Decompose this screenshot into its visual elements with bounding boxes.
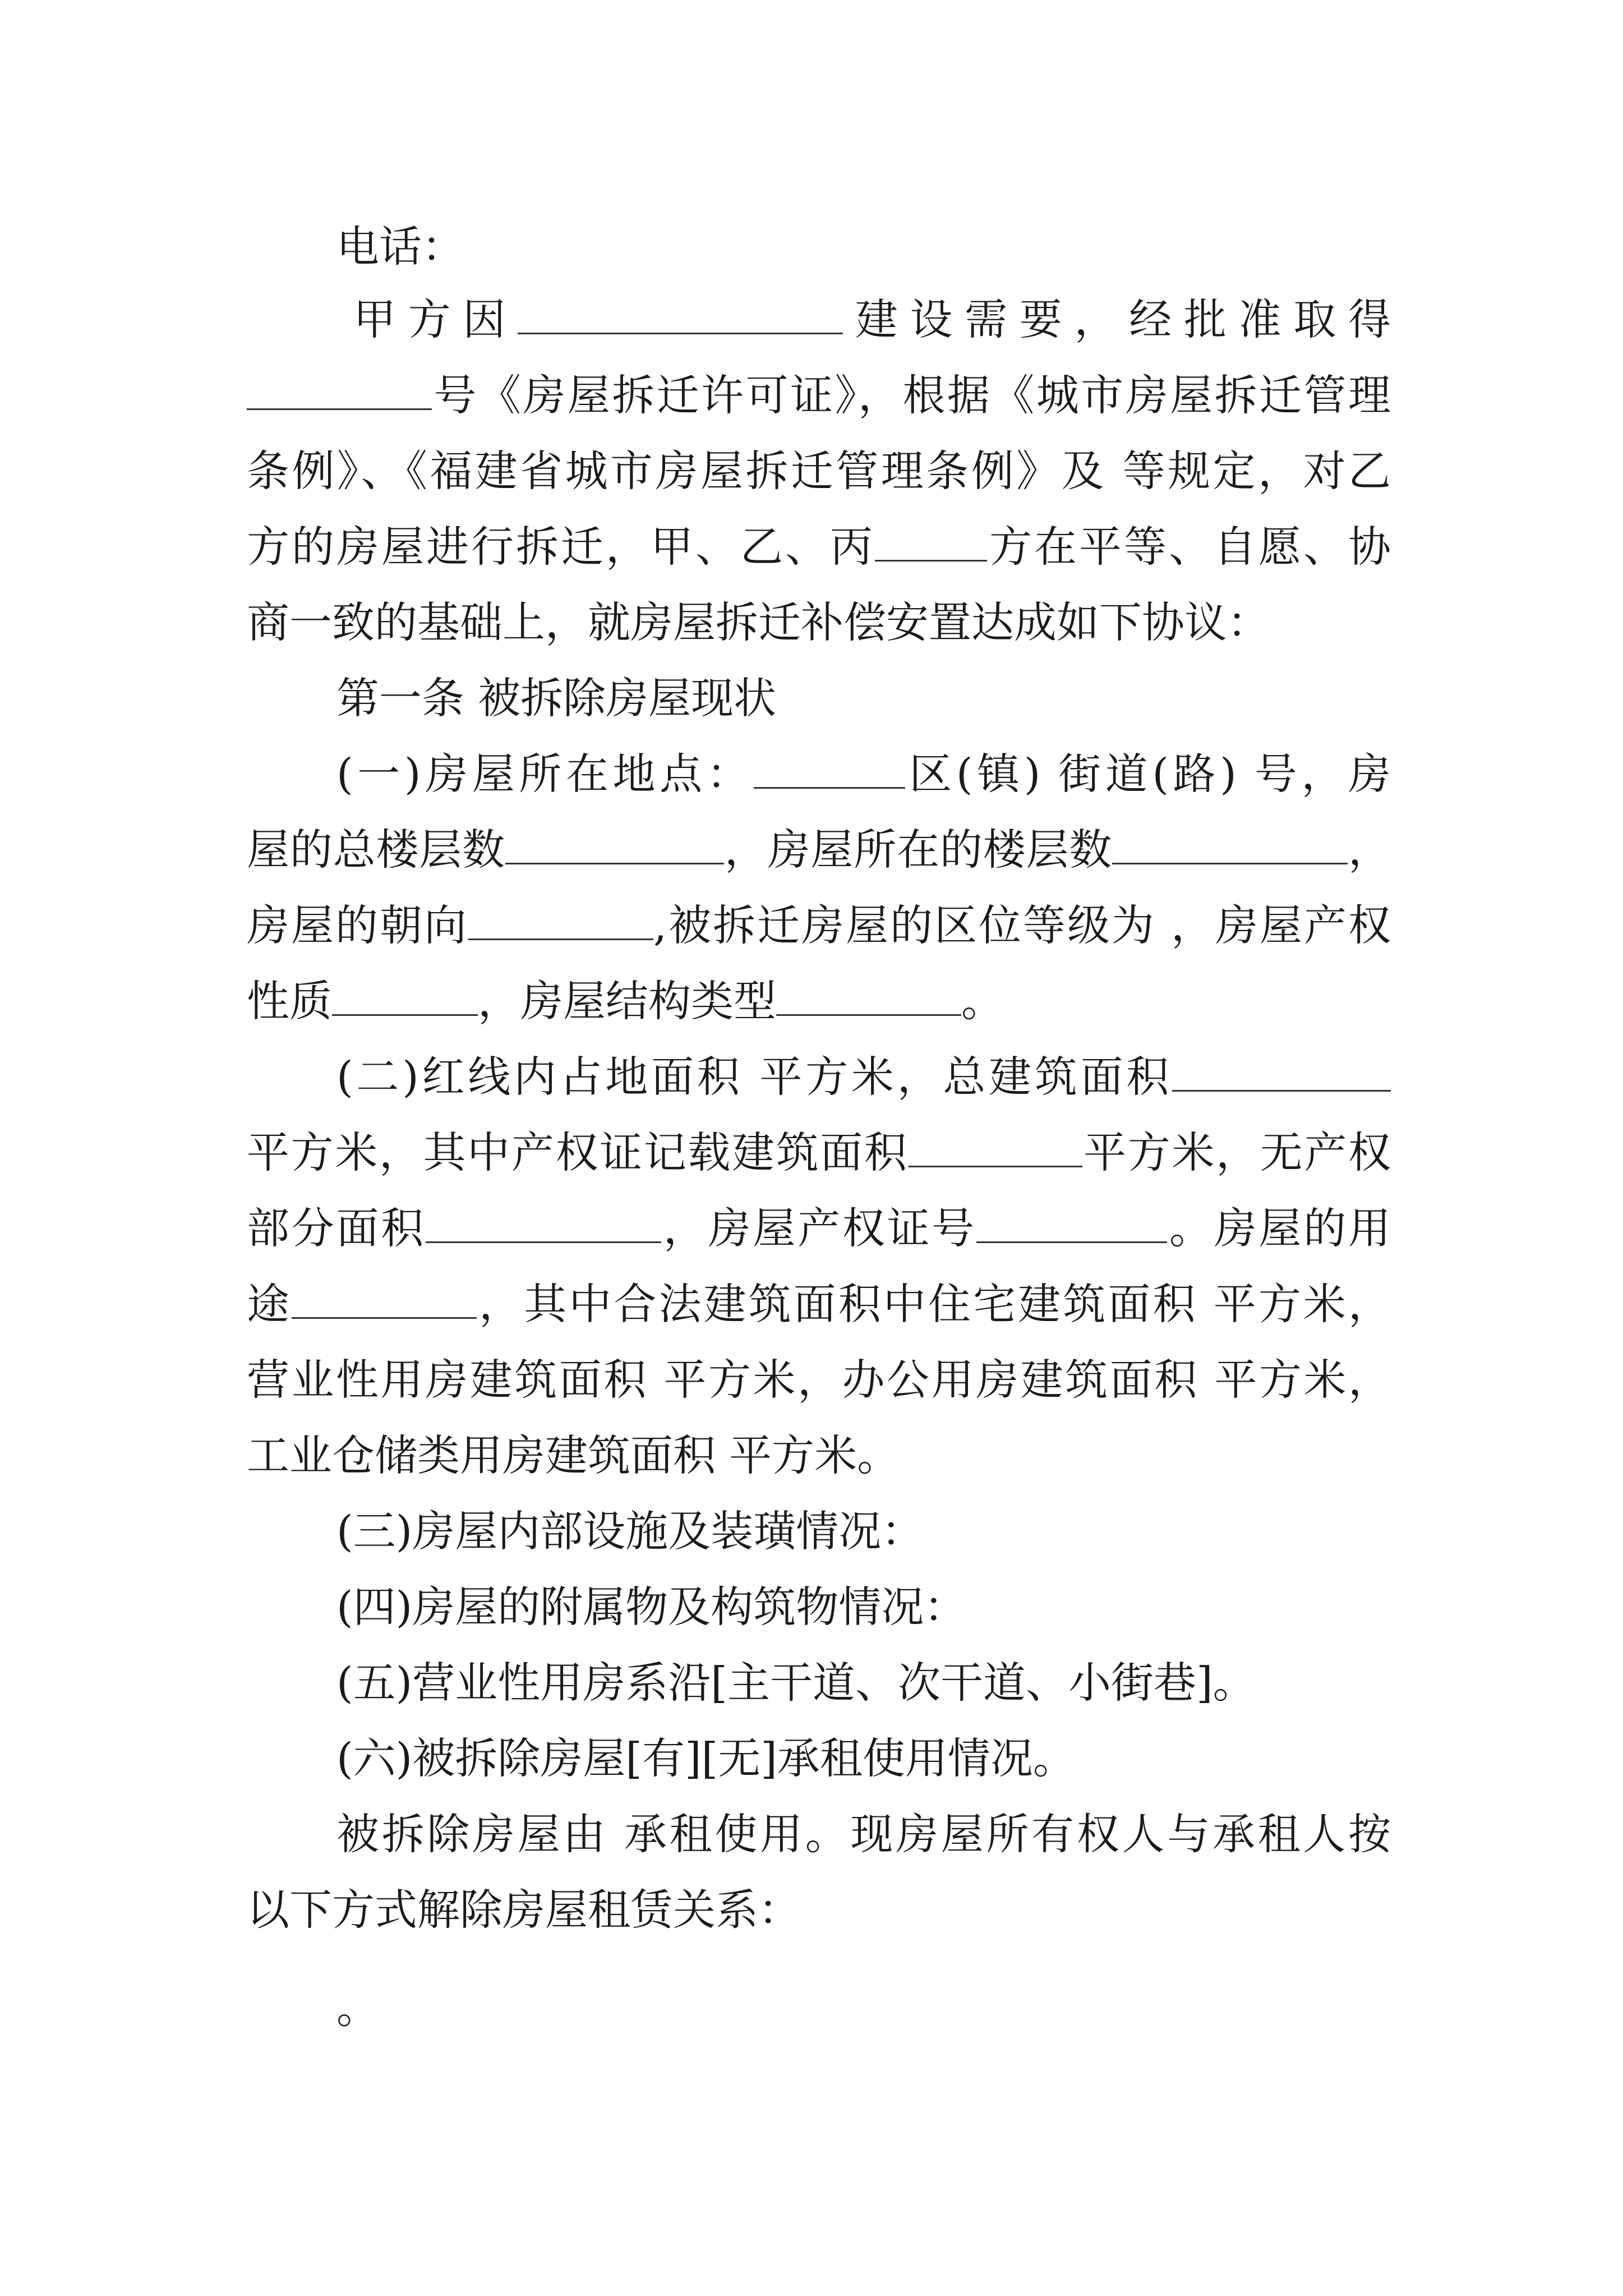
paragraph-line — [336, 1975, 1391, 2042]
phone-label: 电话： — [336, 222, 464, 272]
text-span: 营业性用房建筑面积 平方米，办公用房建筑面积 平方米， — [247, 1355, 1391, 1405]
fill-blank — [518, 298, 843, 334]
paragraph-line — [336, 1498, 1391, 1565]
paragraph-line — [353, 286, 1391, 353]
paragraph-line — [247, 589, 1391, 656]
paragraph-line — [247, 1346, 1391, 1414]
paragraph-line — [336, 1649, 1391, 1717]
text-span: 建设需要，经批准取得 — [843, 295, 1391, 344]
paragraph-line — [336, 1043, 1391, 1111]
fill-blank — [247, 374, 432, 410]
paragraph-line — [247, 362, 1391, 429]
text-span: (六)被拆除房屋[有][无]承租使用情况。 — [336, 1733, 1076, 1783]
text-span: 工业仓储类用房建筑面积 平方米。 — [247, 1430, 900, 1480]
text-span: 途 — [247, 1279, 292, 1329]
text-span: ，房屋产权证号 — [661, 1203, 977, 1253]
paragraph-line — [247, 1195, 1391, 1262]
text-span: ，其中合法建筑面积中住宅建筑面积 平方米， — [477, 1279, 1391, 1329]
paragraph-line — [336, 1573, 1391, 1641]
fill-blank — [875, 525, 987, 562]
heading-text: 第一条 被拆除房屋现状 — [336, 673, 777, 723]
paragraph-line — [336, 740, 1391, 808]
text-span: 部分面积 — [247, 1203, 426, 1253]
fill-blank — [1112, 828, 1348, 864]
text-span: 。 — [961, 976, 1004, 1026]
fill-blank — [426, 1207, 661, 1243]
fill-blank — [292, 1282, 477, 1319]
fill-blank — [754, 752, 905, 789]
fill-blank — [976, 1207, 1167, 1243]
text-span: 房屋的朝向 — [247, 900, 468, 950]
paragraph-line — [247, 1422, 1391, 1489]
fill-blank — [909, 1131, 1082, 1167]
text-span: (一)房屋所在地点： — [336, 749, 754, 799]
paragraph-line — [247, 438, 1391, 505]
text-span: 。房屋的用 — [1167, 1203, 1391, 1253]
text-span: 平方米，其中产权证记载建筑面积 — [247, 1128, 909, 1177]
paragraph-line — [247, 1271, 1391, 1338]
paragraph-line — [247, 816, 1391, 884]
paragraph-line — [247, 513, 1391, 581]
text-span: 方在平等、自愿、协 — [987, 522, 1391, 572]
paragraph-line — [247, 892, 1391, 959]
fill-blank — [468, 904, 653, 940]
text-span: (五)营业性用房系沿[主干道、次干道、小街巷]。 — [336, 1658, 1256, 1708]
text-span: ,被拆迁房屋的区位等级为 ，房屋产权 — [653, 900, 1391, 950]
text-span: 区(镇) 街道(路) 号，房 — [905, 749, 1391, 799]
fill-blank — [505, 828, 724, 864]
text-span: 方的房屋进行拆迁，甲、乙、丙 — [247, 522, 875, 572]
text-span: 商一致的基础上，就房屋拆迁补偿安置达成如下协议： — [247, 597, 1270, 647]
paragraph-line — [336, 1801, 1391, 1868]
fill-blank — [332, 979, 478, 1016]
text-span: 条例》、《福建省城市房屋拆迁管理条例》及 等规定，对乙 — [247, 446, 1391, 496]
text-span: 号《房屋拆迁许可证》，根据《城市房屋拆迁管理 — [432, 370, 1391, 420]
text-span: ，房屋结构类型 — [478, 976, 776, 1026]
phone-line — [336, 213, 1391, 280]
paragraph-line — [247, 968, 1391, 1035]
text-span: ，房屋所在的楼层数 — [723, 825, 1113, 875]
text-span: 性质 — [247, 976, 332, 1026]
text-span: 甲方因 — [353, 295, 518, 344]
paragraph-line — [247, 1119, 1391, 1186]
text-span: (三)房屋内部设施及装璜情况： — [336, 1506, 924, 1556]
paragraph-line — [336, 1725, 1391, 1792]
text-span: 被拆除房屋由 承租使用。现房屋所有权人与承租人按 — [336, 1809, 1391, 1859]
text-span: 以下方式解除房屋租赁关系： — [247, 1885, 801, 1935]
text-span: ， — [1348, 825, 1391, 875]
text-span: 。 — [336, 1983, 379, 2033]
fill-blank — [776, 979, 961, 1016]
text-span: (二)红线内占地面积 平方米，总建筑面积 — [336, 1052, 1172, 1102]
fill-blank — [1172, 1055, 1391, 1092]
section-heading — [336, 665, 1391, 732]
text-span: (四)房屋的附属物及构筑物情况： — [336, 1582, 967, 1632]
text-span: 屋的总楼层数 — [247, 825, 505, 875]
paragraph-line — [247, 1876, 1391, 1944]
text-span: 平方米，无产权 — [1082, 1128, 1391, 1177]
